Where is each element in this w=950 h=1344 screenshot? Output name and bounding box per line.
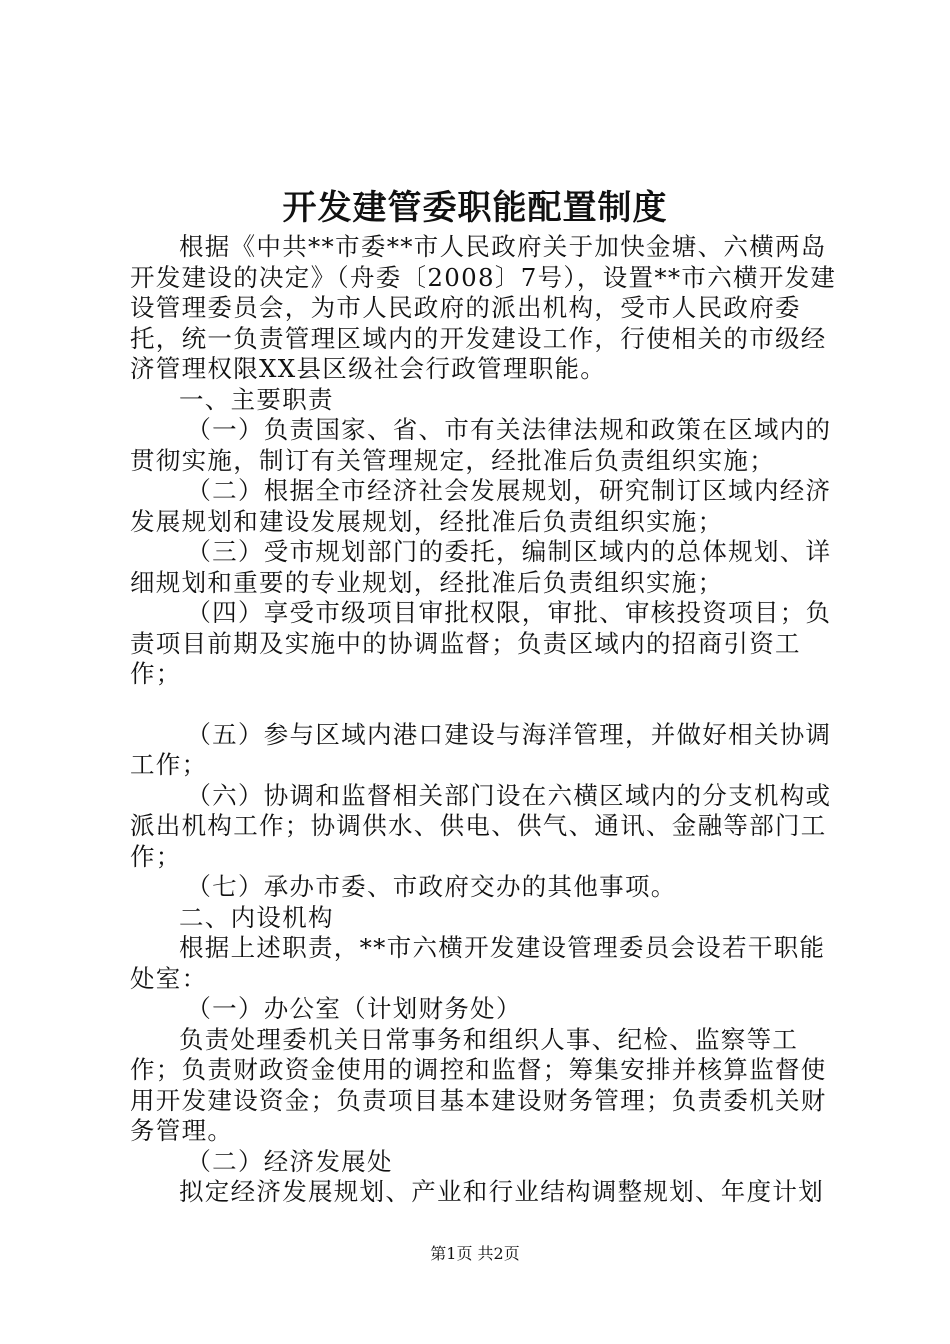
duty-item-3: （三）受市规划部门的委托，编制区域内的总体规划、详细规划和重要的专业规划，经批准后负责组织实施；: [130, 537, 832, 597]
section-heading-duties: 一、主要职责: [179, 384, 334, 414]
section-heading-structure: 二、内设机构: [179, 902, 334, 932]
office-description-1: 负责处理委机关日常事务和组织人事、纪检、监察等工作；负责财政资金使用的调控和监督；筹集安排并核算监督使用开发建设资金；负责项目基本建设财务管理；负责委机关财务管理。: [130, 1024, 827, 1145]
paragraph-structure-intro: 根据上述职责，**市六横开发建设管理委员会设若干职能处室：: [130, 933, 826, 993]
office-heading-2: （二）经济发展处: [186, 1146, 393, 1176]
duty-item-2: （二）根据全市经济社会发展规划，研究制订区域内经济发展规划和建设发展规划，经批准后负责组织实施；: [130, 476, 832, 536]
duty-item-1: （一）负责国家、省、市有关法律法规和政策在区域内的贯彻实施，制订有关管理规定，经批准后负责组织实施；: [130, 415, 832, 475]
duty-item-6: （六）协调和监督相关部门设在六横区域内的分支机构或派出机构工作；协调供水、供电、供气、通讯、金融等部门工作；: [130, 780, 832, 871]
page-footer: 第1页 共2页: [430, 1244, 520, 1263]
blank-line: [130, 690, 840, 720]
document-title: 开发建管委职能配置制度: [282, 188, 668, 228]
paragraph-intro: 根据《中共**市委**市人民政府关于加快金塘、六横两岛开发建设的决定》（舟委〔2008〕7号），设置**市六横开发建设管理委员会，为市人民政府的派出机构，受市人民政府委托，统一负责管理区域内的开发建设工作，行使相关的市级经济管理权限XX县区级社会行政管理职能。: [130, 232, 837, 383]
duty-item-7: （七）承办市委、市政府交办的其他事项。: [186, 872, 677, 901]
office-heading-1: （一）办公室（计划财务处）: [186, 994, 522, 1023]
office-description-2: 拟定经济发展规划、产业和行业结构调整规划、年度计划: [179, 1177, 824, 1206]
duty-item-5: （五）参与区域内港口建设与海洋管理，并做好相关协调工作；: [130, 719, 832, 779]
duty-item-4: （四）享受市级项目审批权限，审批、审核投资项目；负责项目前期及实施中的协调监督；负责区域内的招商引资工作；: [130, 598, 832, 688]
document-body: [130, 232, 840, 1208]
